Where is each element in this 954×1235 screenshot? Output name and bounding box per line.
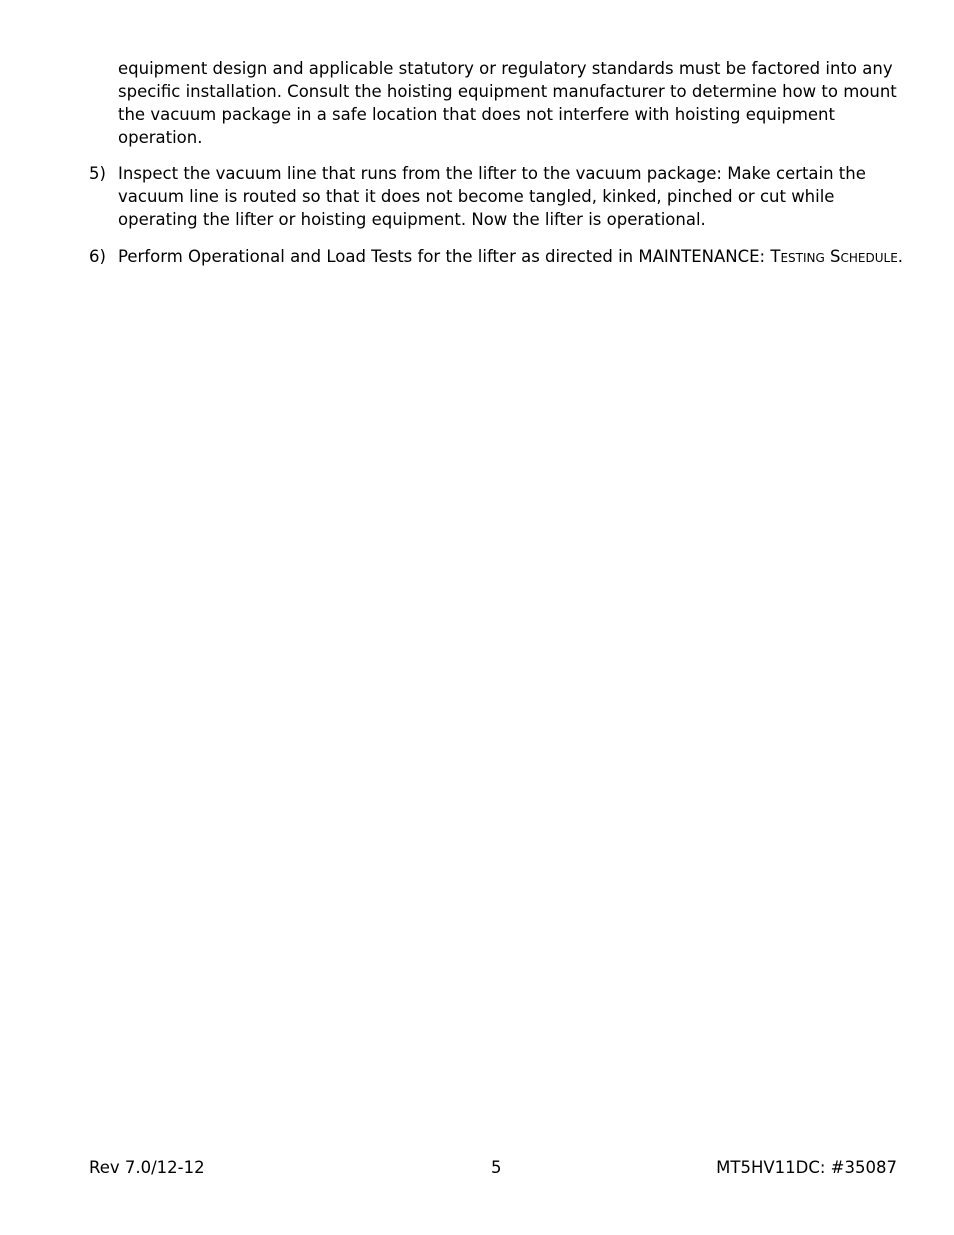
revision-label: Rev 7.0/12-12: [89, 1158, 205, 1177]
page-number: 5: [491, 1158, 502, 1177]
section-reference: Testing Schedule: [770, 247, 898, 266]
model-number: MT5HV11DC: #35087: [716, 1158, 897, 1177]
list-item-text: [118, 245, 908, 268]
continuation-paragraph: equipment design and applicable statutory or regulatory standards must be factored into any specific installation. Consult the hoisting equipment manufacturer to determine how to mount the vacuum package in a safe location that does not interfere with hoisting equipment operation.: [118, 59, 897, 147]
list-item-6: [89, 245, 908, 268]
list-item-text: Inspect the vacuum line that runs from the lifter to the vacuum package: Make certain the vacuum line is routed so that it does not become tangled, kinked, pinched or cut while operating the lifter or hoisting equipment. Now the lifter is operational.: [118, 164, 866, 229]
list-item-text-before: Perform Operational and Load Tests for the lifter as directed in MAINTENANCE:: [118, 247, 771, 266]
list-item-number: 6): [89, 247, 106, 266]
list-item-number: 5): [89, 164, 106, 183]
list-item-text-after: .: [897, 247, 904, 266]
list-item-5: [89, 162, 908, 231]
page-footer: [89, 1156, 897, 1180]
